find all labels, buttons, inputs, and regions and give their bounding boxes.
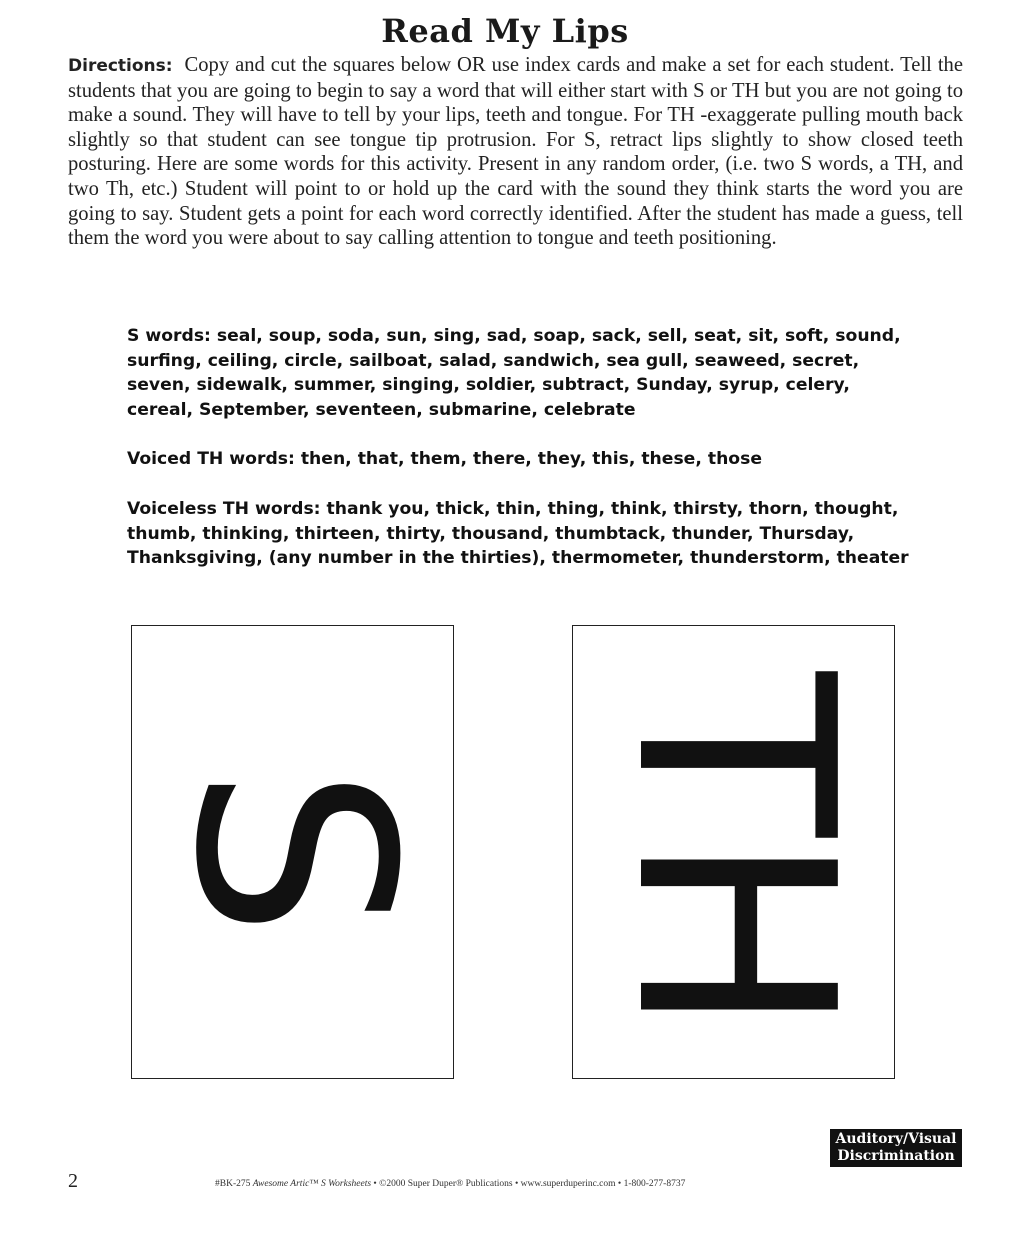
footer-phone: 1-800-277-8737 bbox=[623, 1179, 686, 1189]
word-lists bbox=[127, 324, 917, 596]
page-number: 2 bbox=[68, 1170, 78, 1192]
category-badge bbox=[830, 1129, 962, 1167]
badge-line-1: Auditory/Visual bbox=[835, 1131, 957, 1147]
footer-separator: • bbox=[615, 1179, 624, 1189]
th-card-letters: TH bbox=[576, 672, 892, 1032]
footer-product: Awesome Artic™ S Worksheets bbox=[252, 1179, 372, 1189]
voiced-th-words-list: Voiced TH words: then, that, them, there, they, this, these, those bbox=[127, 449, 762, 470]
s-words-list: S words: seal, soup, soda, sun, sing, sad, soap, sack, sell, seat, sit, soft, sound, surfing, ceiling, circle, sailboat, salad, sandwich, sea gull, seaweed, secret, seven, sidewalk, summer, singing, soldier, subtract, Sunday, syrup, celery, cereal, September, seventeen, submarine, celebrate bbox=[127, 326, 901, 420]
th-card bbox=[572, 625, 895, 1079]
footer-code: #BK-275 bbox=[215, 1179, 251, 1189]
s-card bbox=[131, 625, 454, 1079]
badge-line-2: Discrimination bbox=[837, 1148, 955, 1164]
page-title: Read My Lips bbox=[381, 12, 629, 50]
footer-credits bbox=[215, 1179, 835, 1189]
footer-separator: • bbox=[512, 1179, 521, 1189]
footer-separator: • bbox=[371, 1179, 380, 1189]
voiceless-th-words-list: Voiceless TH words: thank you, thick, thin, thing, think, thirsty, thorn, thought, thumb, thinking, thirteen, thirty, thousand, thumbtack, thunder, Thursday, Thanksgiving, (any number in the thirties), thermometer, thunderstorm, theater bbox=[127, 498, 909, 569]
footer-website: www.superduperinc.com bbox=[520, 1179, 616, 1189]
directions-paragraph bbox=[68, 53, 963, 251]
footer-copyright: ©2000 Super Duper® Publications bbox=[379, 1179, 513, 1189]
directions-label: Directions: bbox=[68, 56, 173, 76]
s-card-letter: S bbox=[135, 766, 451, 938]
directions-text: Copy and cut the squares below OR use index cards and make a set for each student. Tell the students that you are going to begin to say a word that will either start with S or TH but you are not going to make a sound. They will have to tell by your lips, teeth and tongue. For TH -exaggerate pulling mouth back slightly so that student can see tongue tip protrusion. For S, retract lips slightly to show closed teeth posturing. Here are some words for this activity. Present in any random order, (i.e. two S words, a TH, and two Th, etc.) Student will point to or hold up the card with the sound they think starts the word you are going to say. Student gets a point for each word correctly identified. After the student has made a guess, tell them the word you were about to say calling attention to tongue and teeth positioning. bbox=[68, 54, 963, 250]
